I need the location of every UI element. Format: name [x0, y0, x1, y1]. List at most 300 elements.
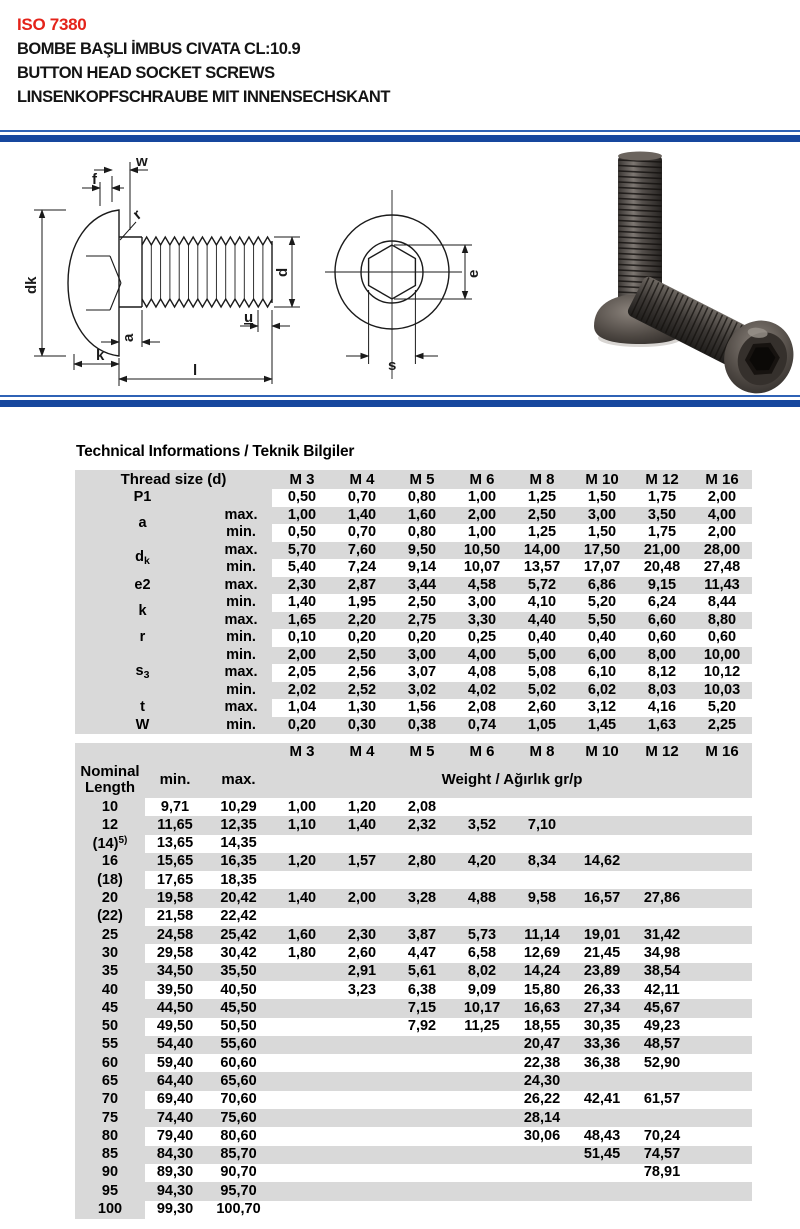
weight-value [272, 1146, 332, 1164]
dim-value: 3,50 [632, 507, 692, 525]
weight-value [392, 1036, 452, 1054]
weight-value [392, 1127, 452, 1145]
weight-value [512, 1201, 572, 1219]
nominal-length-value: 75 [75, 1109, 145, 1127]
weight-value: 14,62 [572, 853, 632, 871]
dim-value: 11,43 [692, 577, 752, 595]
dim-value: 8,00 [632, 647, 692, 665]
limit-label: max. [210, 577, 272, 595]
dim-label-d: d [274, 267, 291, 277]
dim-value: 4,00 [452, 647, 512, 665]
dim-value: 3,00 [392, 647, 452, 665]
weight-value: 7,92 [407, 1018, 437, 1035]
dim-label-r: r [129, 206, 146, 224]
weight-value [692, 798, 752, 816]
limit-label: max. [210, 612, 272, 630]
thread-col-header: M 16 [692, 743, 752, 761]
weight-value [392, 1091, 452, 1109]
weight-value [272, 1127, 332, 1145]
weight-value: 52,90 [643, 1054, 681, 1071]
length-min-value: 94,30 [145, 1182, 205, 1200]
weight-value: 30,35 [583, 1018, 621, 1035]
dim-value: 0,80 [407, 489, 437, 506]
weight-value [632, 1109, 692, 1127]
dim-value: 1,45 [572, 717, 632, 735]
dim-value: 1,75 [647, 489, 677, 506]
param-label: $s_3$ [75, 647, 210, 700]
weight-value: 1,57 [332, 853, 392, 871]
weight-value [692, 1146, 752, 1164]
weight-value: 2,60 [347, 944, 377, 961]
weight-value [452, 1036, 512, 1054]
weight-value [272, 999, 332, 1017]
dims-row [75, 577, 752, 595]
weight-value: 7,15 [392, 999, 452, 1017]
weight-value [632, 871, 692, 889]
weight-value [512, 835, 572, 853]
button-head-profile [68, 210, 119, 356]
weight-value [452, 871, 512, 889]
param-label: W [75, 717, 210, 735]
length-min-value: 59,40 [156, 1054, 194, 1071]
weights-row [75, 1182, 752, 1200]
dim-value: 7,24 [347, 559, 377, 576]
weight-value [692, 816, 752, 834]
dim-value: 5,02 [512, 682, 572, 700]
weight-value: 3,52 [452, 816, 512, 834]
weight-value [272, 1164, 332, 1182]
weight-value [692, 963, 752, 981]
weights-row [75, 999, 752, 1017]
weight-value [452, 1182, 512, 1200]
weight-value [572, 871, 632, 889]
weight-value [692, 1164, 752, 1182]
length-max-value: 65,60 [205, 1072, 272, 1090]
weight-value: 1,60 [272, 926, 332, 944]
limit-label: min. [210, 647, 272, 665]
weight-value: 24,30 [512, 1072, 572, 1090]
weight-value [272, 1018, 332, 1036]
dim-value: 3,12 [587, 699, 617, 716]
weight-value: 8,02 [452, 963, 512, 981]
side-view-labels [23, 153, 291, 379]
nominal-length-value: 55 [75, 1036, 145, 1054]
weight-value [272, 1182, 332, 1200]
weight-value [692, 1127, 752, 1145]
weights-row [75, 816, 752, 834]
thread-col-header: M 6 [452, 743, 512, 761]
dim-value: 0,20 [347, 629, 377, 646]
dim-value: 2,30 [272, 577, 332, 595]
dim-value: 2,60 [527, 699, 557, 716]
thread-col-header: M 8 [512, 470, 572, 489]
divider-top [0, 130, 800, 142]
dim-value: 1,00 [467, 489, 497, 506]
weight-value: 16,57 [572, 889, 632, 907]
dim-label-u: u [244, 309, 254, 326]
nominal-length-value: (18) [75, 871, 145, 889]
length-max-value: 95,70 [205, 1182, 272, 1200]
weight-value: 2,91 [332, 963, 392, 981]
weight-value [632, 835, 692, 853]
length-min-value: 54,40 [145, 1036, 205, 1054]
nominal-length-value: 40 [75, 981, 145, 999]
thread-col-header: M 8 [512, 743, 572, 761]
dim-label-a: a [120, 333, 137, 342]
weight-value [392, 871, 452, 889]
dim-value: 27,48 [703, 559, 741, 576]
dim-value: 1,95 [347, 594, 377, 611]
length-min-value: 69,40 [156, 1091, 194, 1108]
weight-value: 1,20 [347, 798, 377, 815]
weight-value [452, 1091, 512, 1109]
weight-value: 12,69 [523, 944, 561, 961]
nominal-length-value: 70 [75, 1091, 145, 1109]
length-max-value: 30,42 [220, 944, 257, 961]
dim-label-dk: dk [23, 276, 40, 294]
weight-value [512, 1182, 572, 1200]
length-max-value: 75,60 [205, 1109, 272, 1127]
dim-value: 3,44 [392, 577, 452, 595]
length-min-value: 39,50 [156, 981, 194, 998]
thread-col-header: M 10 [572, 743, 632, 761]
dim-value: 13,57 [523, 559, 561, 576]
dim-value: 1,65 [272, 612, 332, 630]
weight-value [692, 981, 752, 999]
dim-value: 14,00 [512, 542, 572, 560]
divider-thin-line [0, 130, 800, 132]
weight-value [272, 1091, 332, 1109]
weight-value [392, 1109, 452, 1127]
weight-value: 5,61 [392, 963, 452, 981]
nominal-length-value: 30 [75, 944, 145, 962]
weight-value [272, 835, 332, 853]
weights-table [75, 743, 752, 1219]
thread-col-header: M 4 [332, 743, 392, 761]
weight-value [692, 1201, 752, 1219]
weight-value [452, 1109, 512, 1127]
dim-label-s: s [388, 357, 397, 374]
nominal-length-value: 45 [75, 999, 145, 1017]
limit-label: min. [210, 717, 272, 735]
weight-value [392, 1201, 452, 1219]
dim-value: 6,86 [572, 577, 632, 595]
weight-value [392, 908, 452, 926]
dim-value: 17,50 [572, 542, 632, 560]
weight-value [332, 1054, 392, 1072]
title-turkish: BOMBE BAŞLI İMBUS CIVATA CL:10.9 [17, 40, 301, 58]
weight-value: 3,23 [347, 981, 377, 998]
weights-subheader-row [75, 761, 752, 798]
weights-row [75, 1127, 752, 1145]
weights-row [75, 908, 752, 926]
dim-value: 0,60 [707, 629, 737, 646]
weights-row [75, 963, 752, 981]
weight-value [392, 1164, 452, 1182]
length-min-value: 44,50 [145, 999, 205, 1017]
limit-label: min. [210, 524, 272, 542]
dim-value: 0,70 [347, 524, 377, 541]
param-label: $d_k$ [75, 542, 210, 577]
dim-value: 0,25 [467, 629, 497, 646]
weight-value [452, 1127, 512, 1145]
dim-value: 20,48 [643, 559, 681, 576]
weight-value [692, 1091, 752, 1109]
weight-value: 49,23 [643, 1018, 681, 1035]
weight-value [572, 798, 632, 816]
dim-value: 0,60 [647, 629, 677, 646]
weight-value [272, 981, 332, 999]
weight-value [272, 1072, 332, 1090]
weights-row [75, 835, 752, 853]
weights-row [75, 853, 752, 871]
weight-value [332, 1182, 392, 1200]
weight-value [512, 1146, 572, 1164]
weight-value [332, 908, 392, 926]
nominal-length-value: 90 [75, 1164, 145, 1182]
thread-col-header: M 16 [692, 470, 752, 489]
weight-value: 1,10 [272, 816, 332, 834]
dim-value: 0,20 [272, 717, 332, 735]
weights-row [75, 1054, 752, 1072]
length-max-value: 40,50 [220, 981, 257, 998]
weight-value: 2,08 [407, 798, 437, 815]
dims-row [75, 699, 752, 717]
weight-value [692, 1054, 752, 1072]
dim-value: 1,40 [287, 594, 317, 611]
dim-value: 4,02 [452, 682, 512, 700]
weight-value [632, 798, 692, 816]
dim-value: 2,02 [272, 682, 332, 700]
weight-value [572, 1072, 632, 1090]
weight-value [332, 871, 392, 889]
weight-value: 3,87 [392, 926, 452, 944]
limit-label: max. [210, 664, 272, 682]
weight-value: 3,28 [392, 889, 452, 907]
weight-value [512, 908, 572, 926]
side-view [68, 210, 272, 356]
nominal-length-value: 35 [75, 963, 145, 981]
weight-value: 31,42 [632, 926, 692, 944]
length-max-value: 14,35 [220, 835, 257, 852]
weights-row [75, 1018, 752, 1036]
dim-value: 0,50 [287, 489, 317, 506]
length-min-value: 49,50 [156, 1018, 194, 1035]
dim-value: 4,10 [527, 594, 557, 611]
length-min-value: 99,30 [156, 1201, 194, 1218]
dim-value: 1,05 [512, 717, 572, 735]
limit-label: min. [210, 629, 272, 647]
limit-label: min. [210, 559, 272, 577]
dim-value: 4,00 [692, 507, 752, 525]
weights-corner-spacer [75, 743, 272, 761]
weight-value: 36,38 [583, 1054, 621, 1071]
limit-label: min. [210, 682, 272, 700]
weight-value [692, 999, 752, 1017]
screw-drawing [0, 142, 800, 395]
dim-value: 21,00 [632, 542, 692, 560]
length-max-value: 10,29 [220, 798, 257, 815]
dim-value: 2,08 [467, 699, 497, 716]
dim-value: 1,60 [392, 507, 452, 525]
nominal-length-value: 50 [75, 1018, 145, 1036]
weights-row [75, 1164, 752, 1182]
weight-value [692, 871, 752, 889]
weight-value: 78,91 [643, 1164, 681, 1181]
weight-value: 61,57 [643, 1091, 681, 1108]
dim-value: 8,03 [632, 682, 692, 700]
weight-value [512, 798, 572, 816]
weight-value: 70,24 [643, 1127, 681, 1144]
dim-value: 3,30 [452, 612, 512, 630]
dim-value: 1,75 [647, 524, 677, 541]
dim-value: 6,24 [647, 594, 677, 611]
length-min-value: 11,65 [145, 816, 205, 834]
weight-value [572, 1182, 632, 1200]
divider-thick-line-2 [0, 400, 800, 407]
dims-row [75, 594, 752, 612]
dim-value: 5,08 [527, 664, 557, 681]
weight-value [452, 798, 512, 816]
weight-value [512, 1164, 572, 1182]
weight-value [452, 1201, 512, 1219]
weight-value [452, 835, 512, 853]
length-min-value: 17,65 [156, 871, 194, 888]
dim-value: 1,63 [632, 717, 692, 735]
dim-value: 1,56 [407, 699, 437, 716]
standard-number: ISO 7380 [17, 15, 87, 34]
weight-value [332, 1127, 392, 1145]
thread-col-header: M 4 [332, 470, 392, 489]
dim-value: 4,58 [452, 577, 512, 595]
length-max-value: 35,50 [205, 963, 272, 981]
divider-bottom [0, 395, 800, 407]
length-max-value: 25,42 [205, 926, 272, 944]
weights-row [75, 944, 752, 962]
thread-col-header: M 5 [392, 470, 452, 489]
title-german: LINSENKOPFSCHRAUBE MIT INNENSECHSKANT [17, 88, 390, 106]
dims-header-row [75, 470, 752, 489]
weight-value [632, 816, 692, 834]
dim-value: 2,25 [692, 717, 752, 735]
weight-value [392, 1072, 452, 1090]
dim-value: 2,00 [272, 647, 332, 665]
weight-value [692, 1036, 752, 1054]
dim-value: 0,70 [347, 489, 377, 506]
weight-value [332, 1146, 392, 1164]
length-max-value: 45,50 [205, 999, 272, 1017]
weight-value [272, 871, 332, 889]
dim-value: 1,00 [272, 507, 332, 525]
nominal-length-value: 80 [75, 1127, 145, 1145]
weights-row [75, 1036, 752, 1054]
dim-value: 3,00 [572, 507, 632, 525]
dim-value: 0,80 [407, 524, 437, 541]
dim-value: 1,04 [287, 699, 317, 716]
weights-row [75, 889, 752, 907]
front-view-labels [388, 270, 482, 374]
dim-value: 6,02 [572, 682, 632, 700]
param-label: t [75, 699, 210, 717]
weight-value [692, 1072, 752, 1090]
length-min-value: 15,65 [145, 853, 205, 871]
weight-value: 1,80 [287, 944, 317, 961]
dims-row [75, 629, 752, 647]
weights-mcol-header-row [75, 743, 752, 761]
weight-value: 10,17 [452, 999, 512, 1017]
weights-row [75, 981, 752, 999]
weight-value: 48,43 [583, 1127, 621, 1144]
dim-value: 0,40 [587, 629, 617, 646]
dim-value: 10,03 [692, 682, 752, 700]
length-min-value: 9,71 [160, 798, 190, 815]
nominal-length-value: 65 [75, 1072, 145, 1090]
dim-value: 5,20 [587, 594, 617, 611]
divider-thick-line [0, 135, 800, 142]
weight-value [692, 1182, 752, 1200]
weights-row [75, 926, 752, 944]
weight-value [572, 1109, 632, 1127]
weight-value [332, 1072, 392, 1090]
weight-value [692, 908, 752, 926]
weight-value [692, 1018, 752, 1036]
limit-label: max. [210, 699, 272, 717]
weight-value [692, 1109, 752, 1127]
weight-value: 16,63 [512, 999, 572, 1017]
length-max-value: 16,35 [205, 853, 272, 871]
thread-col-header: M 3 [272, 743, 332, 761]
weights-row [75, 1072, 752, 1090]
dim-value: 0,38 [392, 717, 452, 735]
dim-value: 17,07 [583, 559, 621, 576]
param-label: e2 [75, 577, 210, 595]
length-max-value: 55,60 [205, 1036, 272, 1054]
dim-value: 2,00 [707, 489, 737, 506]
weight-value: 8,34 [512, 853, 572, 871]
weight-value [272, 963, 332, 981]
dim-value: 9,50 [392, 542, 452, 560]
length-min-value: 24,58 [145, 926, 205, 944]
weight-value: 18,55 [523, 1018, 561, 1035]
dim-value: 1,40 [332, 507, 392, 525]
thread-roots [151, 245, 263, 299]
weight-value [272, 1201, 332, 1219]
dim-value: 10,00 [692, 647, 752, 665]
weight-value: 26,22 [523, 1091, 561, 1108]
length-min-value: 84,30 [145, 1146, 205, 1164]
weight-value: 6,38 [407, 981, 437, 998]
weight-value [452, 908, 512, 926]
weight-value [392, 1054, 452, 1072]
weight-value [632, 1182, 692, 1200]
front-view-centerlines [325, 190, 462, 379]
weight-value: 20,47 [512, 1036, 572, 1054]
side-view-dimensions [34, 162, 300, 386]
max-header: max. [205, 761, 272, 798]
weight-value: 34,98 [643, 944, 681, 961]
length-max-value: 12,35 [205, 816, 272, 834]
nominal-length-value: 95 [75, 1182, 145, 1200]
weight-value: 4,88 [452, 889, 512, 907]
length-min-value: 89,30 [156, 1164, 194, 1181]
length-min-value: 13,65 [156, 835, 194, 852]
dim-value: 9,15 [632, 577, 692, 595]
divider-thin-line-2 [0, 395, 800, 397]
dim-value: 2,50 [512, 507, 572, 525]
nominal-length-value: 10 [75, 798, 145, 816]
dims-row [75, 647, 752, 665]
weight-value: 1,00 [287, 798, 317, 815]
